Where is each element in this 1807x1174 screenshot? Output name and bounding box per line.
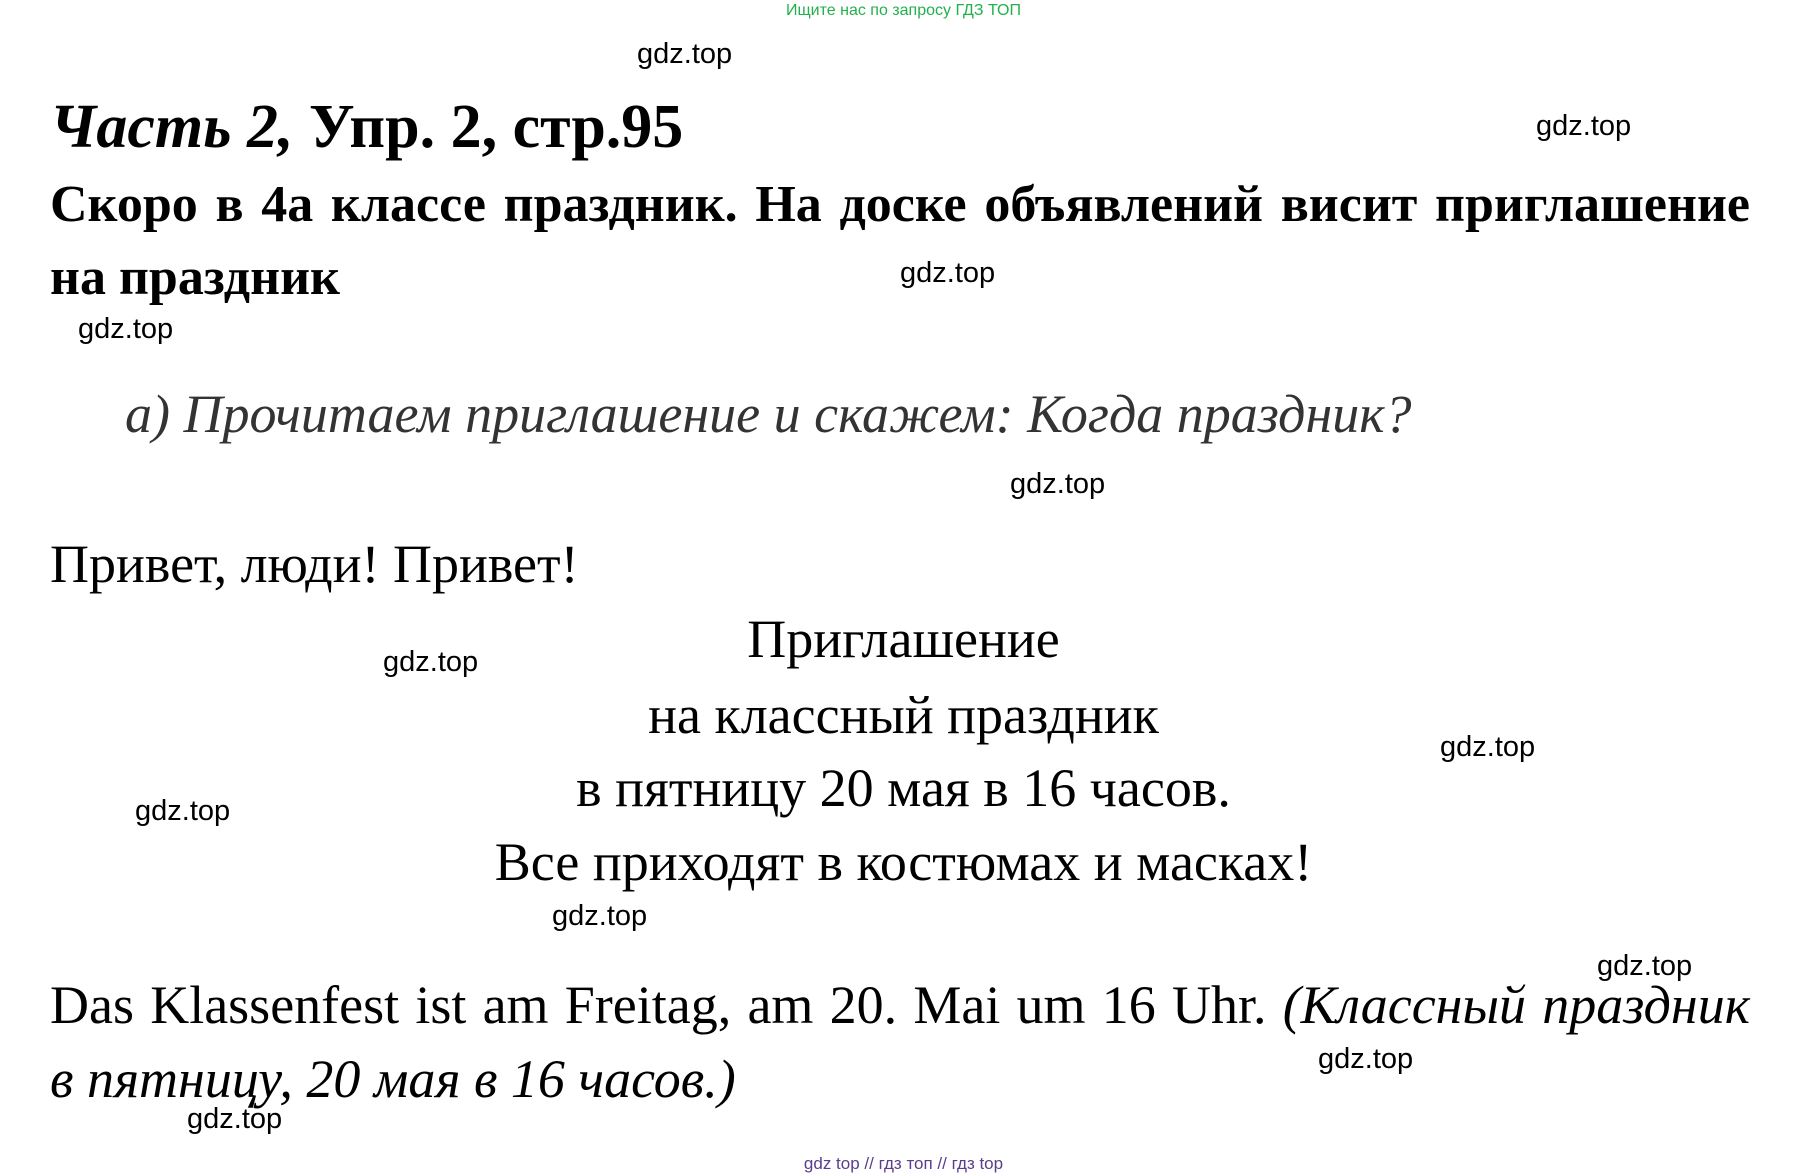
title-rest: Упр. 2, стр.95 (308, 93, 684, 161)
watermark: gdz.top (1536, 110, 1632, 142)
greeting-text: Привет, люди! Привет! (50, 534, 579, 594)
page-title (50, 92, 683, 163)
footer-links: gdz top // гдз топ // гдз top (803, 1154, 1004, 1173)
watermark: gdz.top (900, 257, 996, 289)
answer-translation: (Классный праздник в пятницу, 20 мая в 16 часов.) (50, 975, 1750, 1109)
watermark: gdz.top (1318, 1043, 1414, 1075)
invitation-line: Приглашение (747, 609, 1060, 669)
watermark: gdz.top (1440, 731, 1536, 763)
watermark: gdz.top (1010, 468, 1106, 500)
answer-german: Das Klassenfest ist am Freitag, am 20. Mai um 16 Uhr. (50, 975, 1267, 1035)
task-text: Скоро в 4а классе праздник. На доске объявлений висит приглашение на праздник (50, 176, 1750, 306)
invitation-line: в пятницу 20 мая в 16 часов. (576, 758, 1231, 818)
answer-text (50, 968, 1750, 1116)
invitation-line: Все приходят в костюмах и масках! (494, 832, 1313, 892)
subtask-question: а) Прочитаем приглашение и скажем: Когда праздник? (125, 384, 1412, 444)
watermark: gdz.top (135, 795, 231, 827)
watermark: gdz.top (383, 646, 479, 678)
watermark: gdz.top (187, 1103, 283, 1135)
watermark: gdz.top (637, 38, 733, 70)
invitation-line: на классный праздник (648, 685, 1159, 745)
watermark: gdz.top (552, 900, 648, 932)
title-part: Часть 2, (50, 93, 294, 161)
top-banner: Ищите нас по запросу ГДЗ ТОП (786, 2, 1021, 19)
watermark: gdz.top (1597, 950, 1693, 982)
watermark: gdz.top (78, 313, 174, 345)
